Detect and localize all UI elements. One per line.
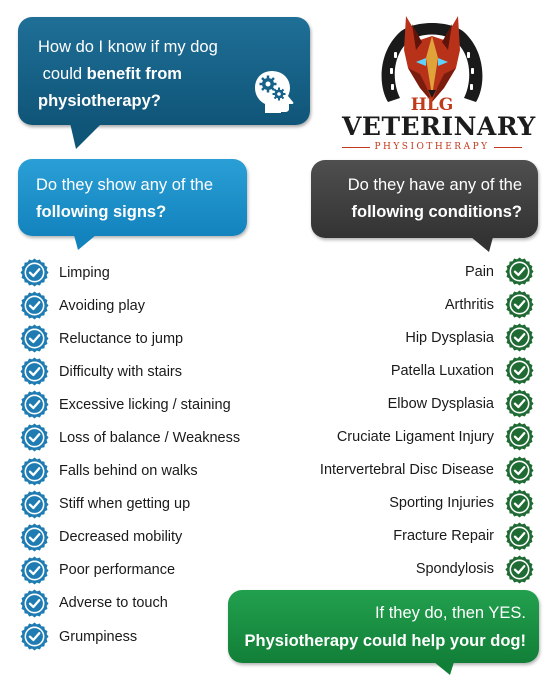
logo-divider-right	[494, 147, 522, 148]
head-gears-icon	[252, 67, 298, 113]
sign-item	[20, 322, 270, 355]
sign-label: Falls behind on walks	[59, 463, 198, 480]
conditions-prompt-bubble	[311, 160, 538, 238]
sign-label: Reluctance to jump	[59, 330, 184, 347]
condition-item	[294, 454, 534, 487]
condition-label: Patella Luxation	[390, 362, 494, 379]
sign-label: Loss of balance / Weakness	[59, 430, 241, 447]
blue-check-badge-icon	[20, 390, 49, 419]
condition-item	[294, 420, 534, 453]
green-check-badge-icon	[505, 456, 534, 485]
condition-item	[294, 520, 534, 553]
condition-item	[294, 487, 534, 520]
condition-label: Arthritis	[444, 296, 494, 313]
condition-label: Elbow Dysplasia	[387, 395, 494, 412]
signs-prompt-line-1: Do they show any of the	[36, 176, 214, 194]
condition-label: Hip Dysplasia	[405, 329, 494, 346]
sign-item	[20, 256, 270, 289]
sign-item	[20, 289, 270, 322]
logo-title: VETERINARY	[342, 112, 536, 141]
green-check-badge-icon	[505, 323, 534, 352]
answer-line-1: If they do, then YES.	[374, 604, 526, 622]
condition-item	[294, 288, 534, 321]
green-check-badge-icon	[505, 257, 534, 286]
logo-monogram: HLG	[410, 95, 454, 115]
sign-item	[20, 455, 270, 488]
sign-item	[20, 421, 270, 454]
answer-text	[245, 599, 526, 655]
blue-check-badge-icon	[20, 258, 49, 287]
logo-subtitle-row	[342, 140, 522, 154]
sign-item	[20, 388, 270, 421]
condition-item	[294, 255, 534, 288]
blue-check-badge-icon	[20, 622, 49, 651]
green-check-badge-icon	[505, 489, 534, 518]
question-line-1: How do I know if my dog	[38, 38, 218, 56]
blue-check-badge-icon	[20, 357, 49, 386]
blue-check-badge-icon	[20, 291, 49, 320]
blue-check-badge-icon	[20, 423, 49, 452]
conditions-prompt-text	[348, 172, 522, 226]
condition-label: Intervertebral Disc Disease	[319, 462, 494, 479]
sign-label: Limping	[59, 264, 110, 281]
green-check-badge-icon	[505, 522, 534, 551]
blue-check-badge-icon	[20, 556, 49, 585]
sign-label: Grumpiness	[59, 628, 138, 645]
answer-line-2: Physiotherapy could help your dog!	[244, 632, 526, 650]
sign-item	[20, 521, 270, 554]
green-check-badge-icon	[505, 389, 534, 418]
blue-check-badge-icon	[20, 490, 49, 519]
question-bubble	[18, 17, 310, 125]
condition-label: Fracture Repair	[393, 528, 494, 545]
condition-label: Sporting Injuries	[389, 495, 494, 512]
blue-check-badge-icon	[20, 324, 49, 353]
sign-label: Difficulty with stairs	[59, 363, 183, 380]
signs-prompt-line-2: following signs?	[36, 203, 167, 221]
green-check-badge-icon	[505, 290, 534, 319]
sign-label: Adverse to touch	[59, 595, 168, 612]
question-line-2: could	[42, 65, 87, 83]
sign-item	[20, 355, 270, 388]
question-line-2-bold: benefit from	[86, 65, 182, 83]
sign-label: Poor performance	[59, 562, 176, 579]
condition-label: Cruciate Ligament Injury	[336, 429, 494, 446]
logo-subtitle: PHYSIOTHERAPY	[374, 142, 490, 152]
green-check-badge-icon	[505, 555, 534, 584]
green-check-badge-icon	[505, 422, 534, 451]
blue-check-badge-icon	[20, 589, 49, 618]
signs-prompt-text	[36, 172, 213, 226]
condition-item	[294, 354, 534, 387]
green-check-badge-icon	[505, 356, 534, 385]
answer-bubble	[228, 590, 539, 663]
sign-item	[20, 488, 270, 521]
conditions-prompt-line-1: Do they have any of the	[347, 176, 522, 194]
sign-label: Decreased mobility	[59, 529, 183, 546]
question-line-3-bold: physiotherapy?	[38, 92, 161, 110]
question-text	[38, 34, 258, 115]
condition-item	[294, 387, 534, 420]
logo-divider-left	[342, 147, 370, 148]
condition-label: Spondylosis	[415, 561, 494, 578]
signs-prompt-bubble	[18, 159, 247, 236]
sign-label: Stiff when getting up	[59, 496, 191, 513]
blue-check-badge-icon	[20, 457, 49, 486]
condition-item	[294, 321, 534, 354]
condition-label: Pain	[464, 263, 494, 280]
sign-label: Avoiding play	[59, 297, 145, 314]
sign-item	[20, 554, 270, 587]
conditions-prompt-line-2: following conditions?	[351, 203, 522, 221]
blue-check-badge-icon	[20, 523, 49, 552]
condition-item	[294, 553, 534, 586]
sign-label: Excessive licking / staining	[59, 396, 231, 413]
conditions-list	[294, 255, 534, 586]
